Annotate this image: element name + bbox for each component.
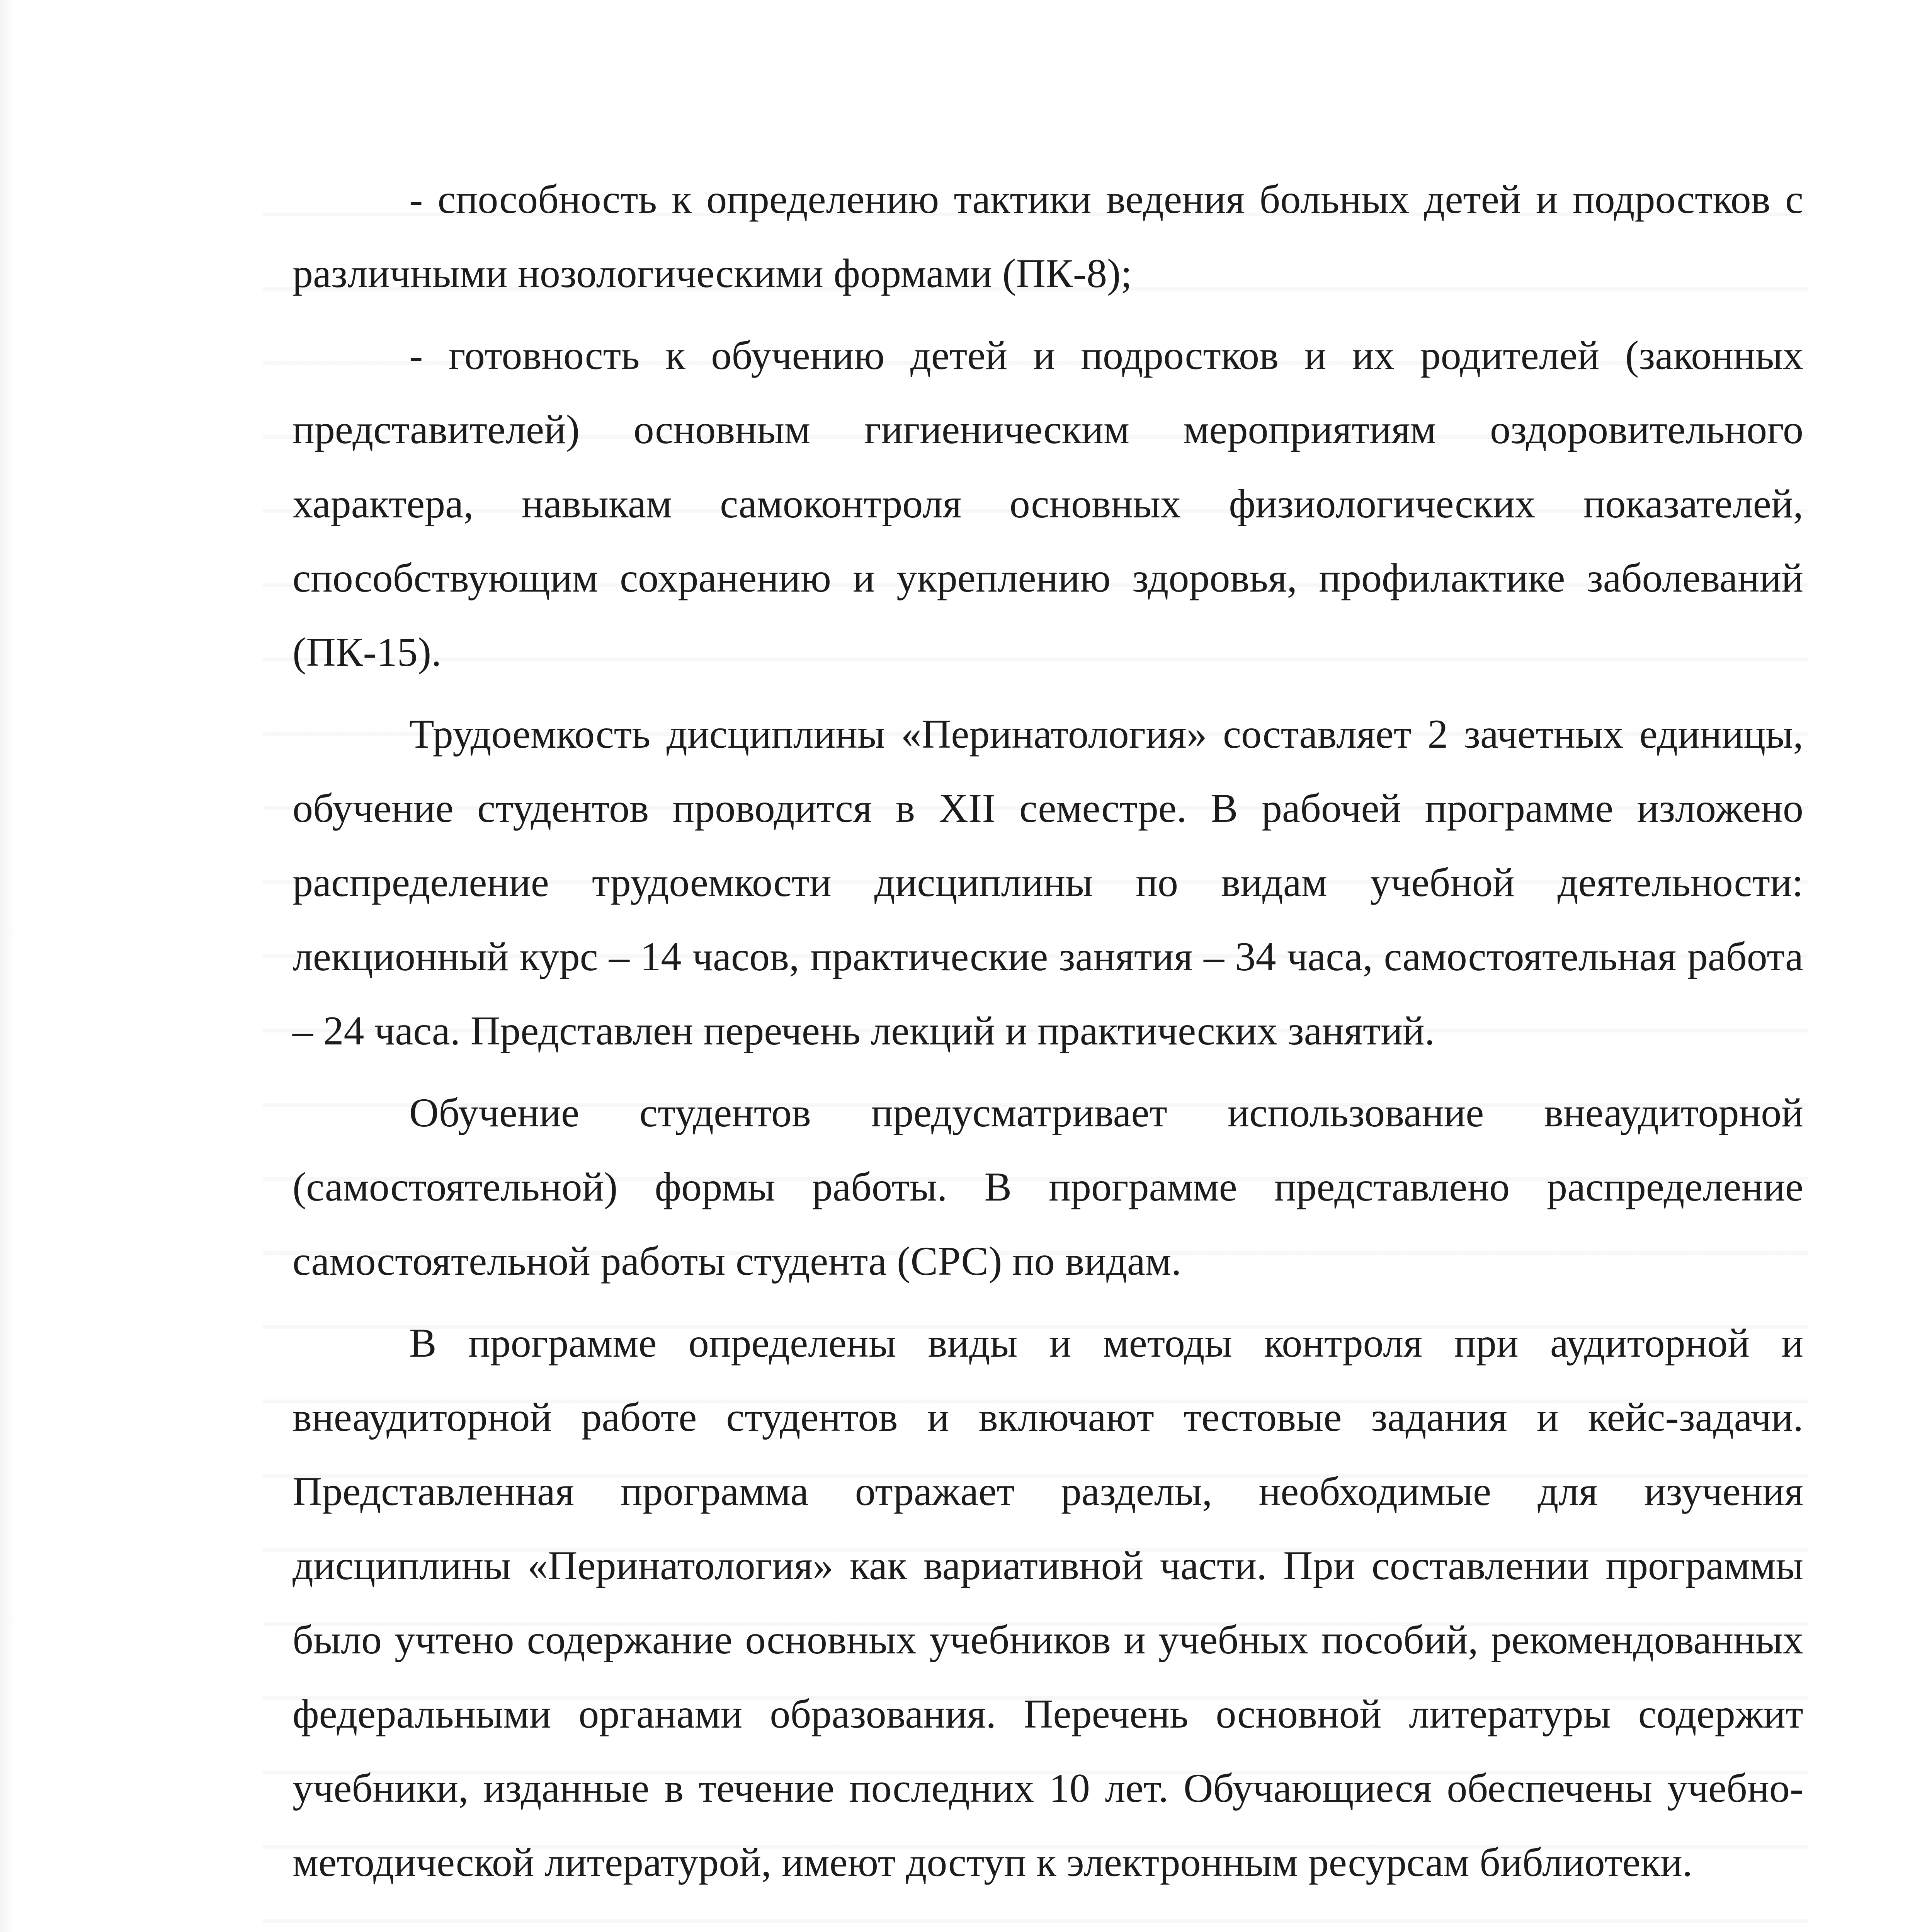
document-body	[293, 162, 1803, 1907]
competency-pk8: - способность к определению тактики ведения больных детей и подростков с различными нозологическими формами (ПК-8);	[293, 177, 1803, 296]
competency-pk15: - готовность к обучению детей и подростков и их родителей (законных представителей) основным гигиеническим мероприятиям оздоровительного характера, навыкам самоконтроля основных физиологических показателей, способствующим сохранению и укреплению здоровья, профилактике заболеваний (ПК-15).	[293, 333, 1803, 675]
paragraph-independent-work: Обучение студентов предусматривает использование внеаудиторной (самостоятельной) формы работы. В программе представлено распределение самостоятельной работы студента (СРС) по видам.	[293, 1090, 1803, 1284]
paragraph-control-methods: В программе определены виды и методы контроля при аудиторной и внеаудиторной работе студентов и включают тестовые задания и кейс-задачи. Представленная программа отражает разделы, необходимые для изучения дисциплины «Перинатология» как вариативной части. При составлении программы было учтено содержание основных учебников и учебных пособий, рекомендованных федеральными органами образования. Перечень основной литературы содержит учебники, изданные в течение последних 10 лет. Обучающиеся обеспечены учебно-методической литературой, имеют доступ к электронным ресурсам библиотеки.	[293, 1320, 1803, 1885]
paragraph-workload: Трудоемкость дисциплины «Перинатология» составляет 2 зачетных единицы, обучение студентов проводится в XII семестре. В рабочей программе изложено распределение трудоемкости дисциплины по видам учебной деятельности: лекционный курс – 14 часов, практические занятия – 34 часа, самостоятельная работа – 24 часа. Представлен перечень лекций и практических занятий.	[293, 711, 1803, 1053]
